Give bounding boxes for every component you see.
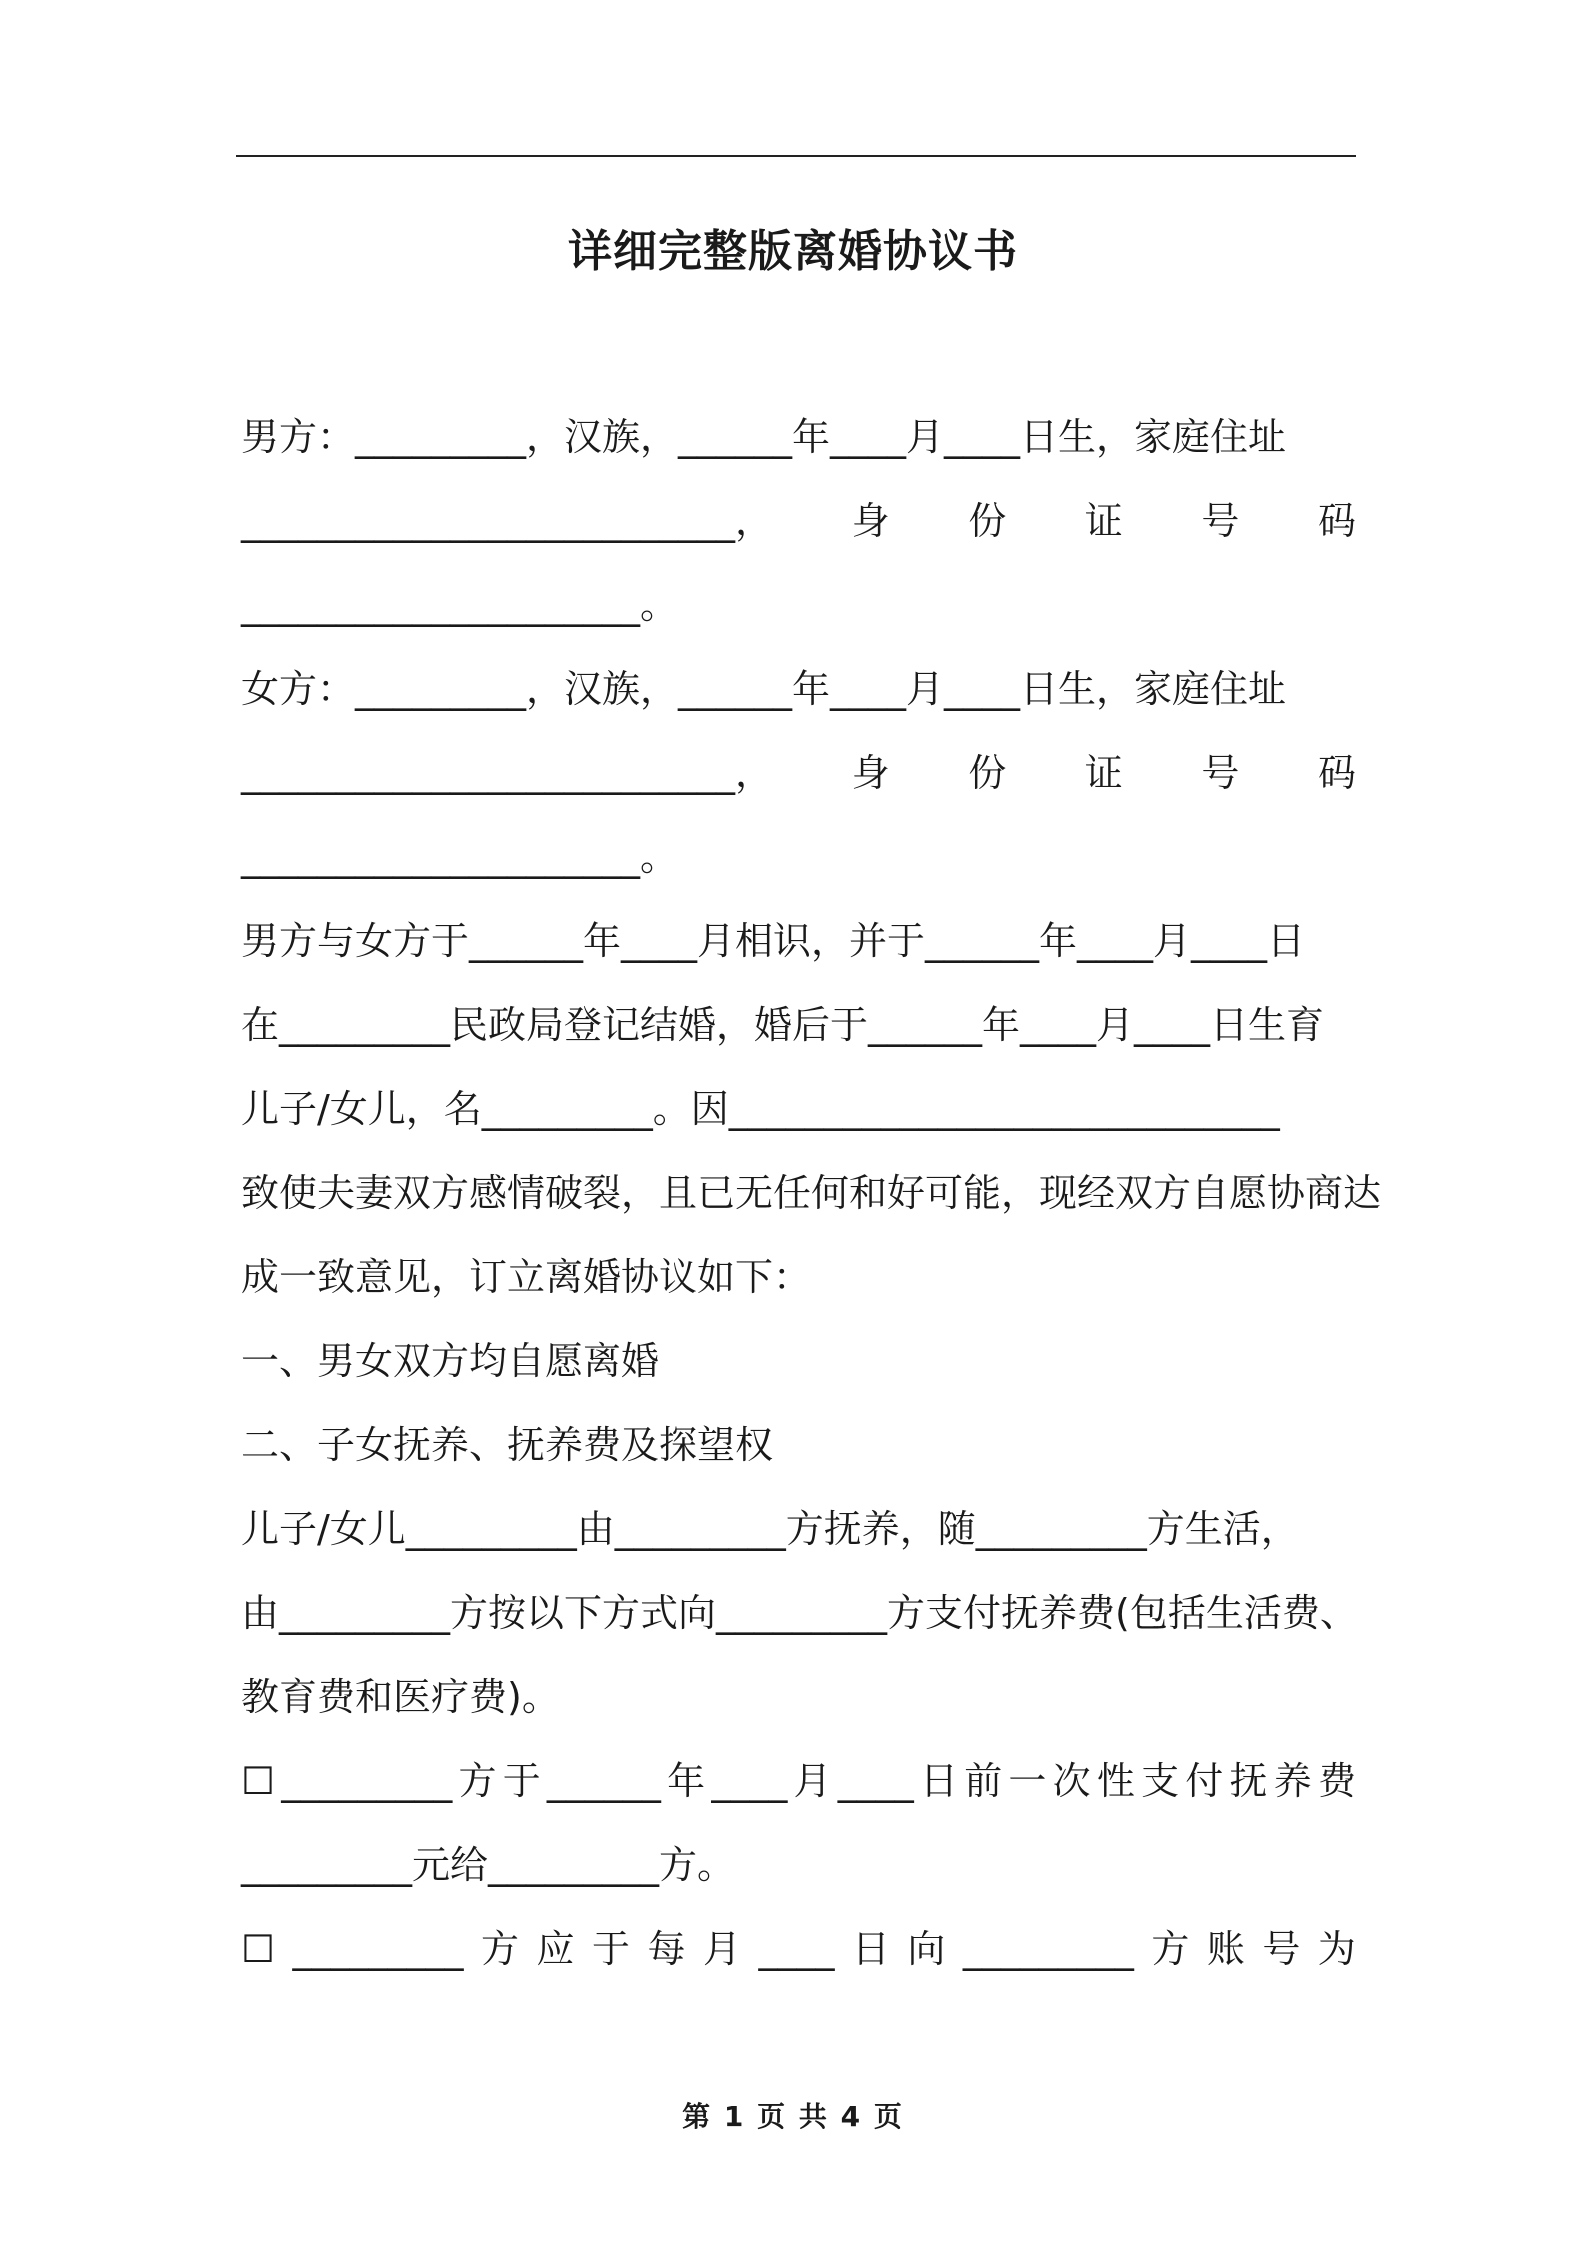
marriage-line-1: 男方与女方于______年____月相识，并于______年____月____日 — [241, 919, 1306, 963]
option-token: 日 — [851, 1927, 890, 1971]
option-token: 于 — [502, 1759, 541, 1803]
clause-two-heading: 二、子女抚养、抚养费及探望权 — [241, 1423, 774, 1467]
option-token: ______ — [546, 1759, 661, 1803]
checkbox-icon[interactable]: ☐ — [241, 1927, 276, 1971]
marriage-line-4: 致使夫妻双方感情破裂，且已无任何和好可能，现经双方自愿协商达 — [241, 1171, 1382, 1215]
marriage-line-2: 在_________民政局登记结婚，婚后于______年____月____日生育 — [241, 1003, 1325, 1047]
option-token: _________ — [292, 1927, 464, 1971]
option-token: 方 — [458, 1759, 497, 1803]
id-char: 码 — [1317, 751, 1356, 795]
option-token: 抚 — [1229, 1759, 1268, 1803]
option-token: 养 — [1273, 1759, 1312, 1803]
id-char: 身 — [851, 499, 890, 543]
document-body — [241, 405, 1382, 2001]
marriage-line-3: 儿子/女儿，名_________。因_____________________________ — [241, 1087, 1280, 1131]
custody-line-3: 教育费和医疗费)。 — [241, 1675, 560, 1719]
custody-line-2: 由_________方按以下方式向_________方支付抚养费(包括生活费、 — [241, 1591, 1358, 1635]
option-token: 一 — [1008, 1759, 1047, 1803]
address-blank: __________________________， — [241, 751, 774, 795]
option-token: 方 — [1151, 1927, 1190, 1971]
option-token: 为 — [1317, 1927, 1356, 1971]
option-token: 月 — [793, 1759, 832, 1803]
option-token: 应 — [536, 1927, 575, 1971]
female-info-line: 女方：_________，汉族，______年____月____日生，家庭住址 — [241, 667, 1287, 711]
option-token: _________ — [281, 1759, 453, 1803]
option-token: _________ — [962, 1927, 1134, 1971]
option-token: 费 — [1317, 1759, 1356, 1803]
id-char: 码 — [1317, 499, 1356, 543]
option-lump-sum-line — [241, 1749, 1356, 1833]
male-id-blank-line: _____________________。 — [241, 583, 679, 627]
address-blank: __________________________， — [241, 499, 774, 543]
id-char: 号 — [1201, 751, 1240, 795]
marriage-line-5: 成一致意见，订立离婚协议如下： — [241, 1255, 812, 1299]
document-title: 详细完整版离婚协议书 — [568, 226, 1018, 277]
option-token: 于 — [591, 1927, 630, 1971]
option-token: ____ — [837, 1759, 914, 1803]
option-token: 每 — [647, 1927, 686, 1971]
id-char: 身 — [851, 751, 890, 795]
male-info-line: 男方：_________，汉族，______年____月____日生，家庭住址 — [241, 415, 1287, 459]
custody-line-1: 儿子/女儿_________由_________方抚养，随_________方生活， — [241, 1507, 1299, 1551]
id-char: 号 — [1201, 499, 1240, 543]
option-token: 向 — [907, 1927, 946, 1971]
option-token: 年 — [667, 1759, 706, 1803]
id-char: 证 — [1084, 751, 1123, 795]
page-footer: 第 1 页 共 4 页 — [682, 2100, 904, 2133]
option-token: 账 — [1206, 1927, 1245, 1971]
option-monthly-line — [241, 1917, 1356, 2001]
clause-one-heading: 一、男女双方均自愿离婚 — [241, 1339, 660, 1383]
option-token: 月 — [702, 1927, 741, 1971]
option-token: 日 — [919, 1759, 958, 1803]
option-token: 方 — [481, 1927, 520, 1971]
id-char: 证 — [1084, 499, 1123, 543]
header-rule — [236, 155, 1356, 157]
option-lump-sum-line-2: _________元给_________方。 — [241, 1843, 736, 1887]
male-id-line — [241, 489, 1356, 573]
female-id-line — [241, 741, 1356, 825]
option-token: ____ — [758, 1927, 835, 1971]
option-token: 付 — [1185, 1759, 1224, 1803]
female-id-blank-line: _____________________。 — [241, 835, 679, 879]
option-token: 次 — [1052, 1759, 1091, 1803]
id-char: 份 — [968, 751, 1007, 795]
option-token: 支 — [1141, 1759, 1180, 1803]
option-token: 号 — [1262, 1927, 1301, 1971]
option-token: 前 — [964, 1759, 1003, 1803]
checkbox-icon[interactable]: ☐ — [241, 1759, 276, 1803]
option-token: 性 — [1096, 1759, 1135, 1803]
id-char: 份 — [968, 499, 1007, 543]
option-token: ____ — [711, 1759, 788, 1803]
